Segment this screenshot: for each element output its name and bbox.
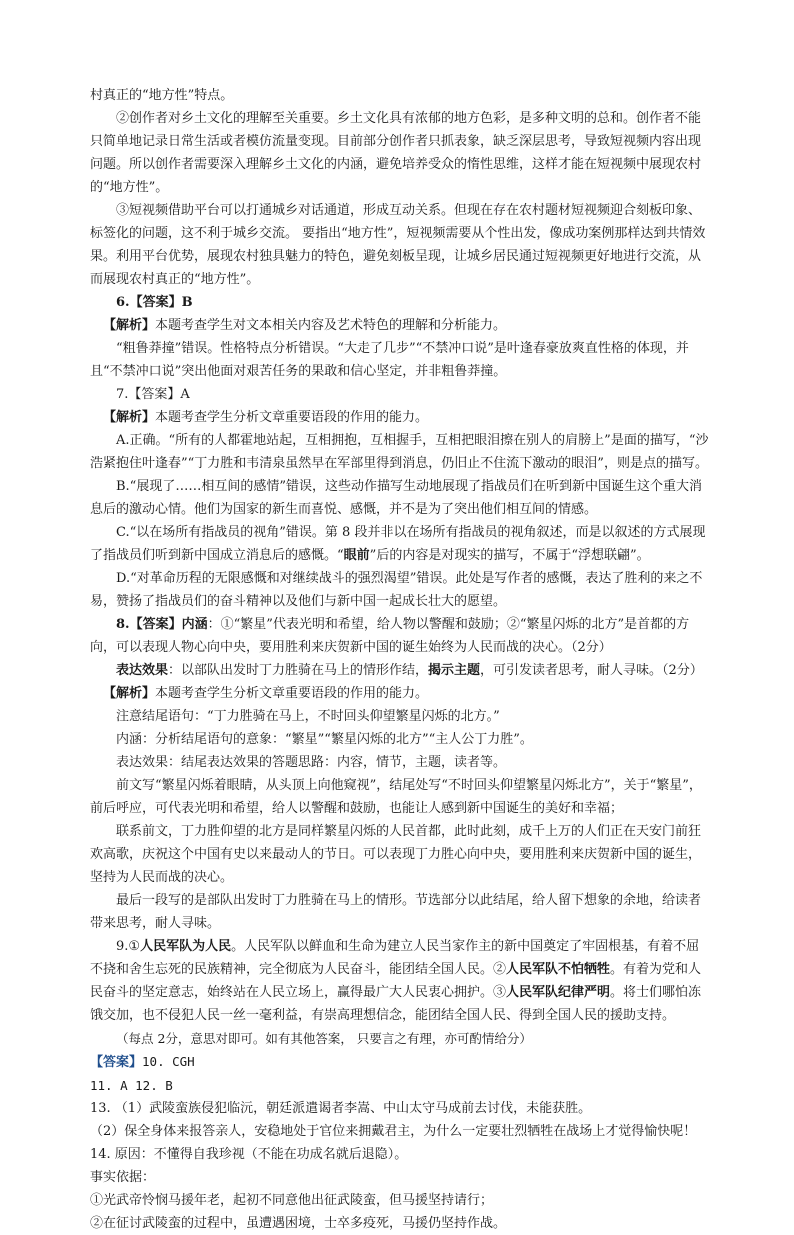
bold-run: 人民军队纪律严明 xyxy=(506,985,611,1000)
paragraph-point-3: ③短视频借助平台可以打通城乡对话通道，形成互动关系。但现在存在农村题材短视频迎合刻板印象、标签化的问题，这不利于城乡交流。 要指出“地方性”，短视频需要从个性出发，像成功案例那样达到共情效果。利用平台优势，展现农村独具魅力的特色，避免刻板呈现，让城乡居民通过短视频更好地进行交流，从而展现农村真正的“地方性”。 xyxy=(90,203,706,287)
bold-run: 人民军队为人民 xyxy=(140,939,232,954)
q6-answer: 6.【答案】B xyxy=(116,295,193,310)
analysis-text: 本题考查学生对文本相关内容及艺术特色的理解和分析能力。 xyxy=(155,318,507,333)
q7-option-c xyxy=(90,521,712,567)
analysis-label: 【解析】 xyxy=(103,686,156,701)
analysis-text: 本题考查学生分析文章重要语段的作用的能力。 xyxy=(155,410,429,425)
q8-effect xyxy=(90,659,712,682)
q9-score-note: （每点 2分，意思对即可。如有其他答案， 只要言之有理，亦可酌情给分） xyxy=(116,1031,532,1046)
analysis-label: 【解析】 xyxy=(103,318,156,333)
neihan-text: ：①“繁星”代表光明和希望，给人物以警醒和鼓励；②“繁星闪烁的北方”是首都的方向，可以表现人物心向中央，要用胜利来庆贺新中国的诞生始终为人民而战的决心。（2分） xyxy=(90,617,690,655)
q14-evidence-2: ②在征讨武陵蛮的过程中，虽遭遇困境，士卒多疫死，马援仍坚持作战。 xyxy=(90,1216,507,1231)
q14-evidence-1: ①光武帝怜悯马援年老，起初不同意他出征武陵蛮，但马援坚持请行； xyxy=(90,1193,494,1208)
neihan-label: 内涵 xyxy=(181,617,208,632)
q10-answer xyxy=(90,1050,712,1074)
q13-part-1: 13. （1）武陵蛮族侵犯临沅，朝廷派遣谒者李嵩、中山太守马成前去讨伐，未能获胜。 xyxy=(90,1101,592,1116)
text-run: ”后的内容是对现实的描写，不属于“浮想联翩”。 xyxy=(369,548,650,563)
text-run: 。有着为党和人民奋斗的坚定意志，始终站在人民立场上，赢得最广大人民衷心拥护。③ xyxy=(90,962,702,1000)
effect-label: 表达效果 xyxy=(116,663,169,678)
q14-evidence-label: 事实依据： xyxy=(90,1170,156,1185)
bold-run: 揭示主题 xyxy=(428,663,481,678)
q8-analysis xyxy=(90,682,712,705)
q14-reason: 14. 原因：不懂得自我珍视（不能在功成名就后退隐）。 xyxy=(90,1147,408,1162)
q8-paragraph-3: 最后一段写的是部队出发时丁力胜骑在马上的情形。节选部分以此结尾，给人留下想象的余地，给读者带来思考，耐人寻味。 xyxy=(90,893,702,931)
text-run: ，可引发读者思考，耐人寻味。（2分） xyxy=(480,663,703,678)
text-line: 村真正的“地方性”特点。 xyxy=(90,88,234,103)
q8-note-2: 内涵：分析结尾语句的意象：“繁星”“繁星闪烁的北方”“主人公丁力胜”。 xyxy=(116,732,533,747)
q13-part-2: （2）保全身体来报答亲人，安稳地处于官位来拥戴君主，为什么一定要壮烈牺牲在战场上才觉得愉快呢！ xyxy=(90,1124,697,1139)
paragraph-point-2: ②创作者对乡土文化的理解至关重要。乡土文化具有浓郁的地方色彩，是多种文明的总和。创作者不能只简单地记录日常生活或者模仿流量变现。目前部分创作者只抓表象，缺乏深层思考，导致短视频内容出现问题。所以创作者需要深入理解乡土文化的内涵，避免培养受众的惰性思维，这样才能在短视频中展现农村的“地方性”。 xyxy=(90,111,702,195)
text-run: 。将士们哪怕冻饿交加，也不侵犯人民一丝一毫利益，有崇高理想信念，能团结全国人民、得到全国人民的援助支持。 xyxy=(90,985,702,1023)
text-run: C.“以在场所有指战员的视角”错误。第 8 段并非以在场所有指战员的视角叙述，而是以叙述的方式展现了指战员们听到新中国成立消息后的感慨。“ xyxy=(90,525,706,563)
q7-option-a: A.正确。“所有的人都霍地站起，互相拥抱，互相握手，互相把眼泪擦在别人的肩膀上”是面的描写，“沙浩紧抱住叶逢春”“丁力胜和韦清泉虽然早在军部里得到消息，仍旧止不住流下激动的眼泪”，则是点的描写。 xyxy=(90,433,709,471)
bold-run: 人民军队不怕牺牲 xyxy=(506,962,611,977)
q10-text: 10. CGH xyxy=(142,1054,195,1069)
q8-note-3: 表达效果：结尾表达效果的答题思路：内容，情节，主题，读者等。 xyxy=(116,755,507,770)
analysis-label: 【解析】 xyxy=(103,410,156,425)
q7-option-b: B.“展现了……相互间的感情”错误，这些动作描写生动地展现了指战员们在听到新中国诞生这个重大消息后的激动心情。他们为国家的新生而喜悦、感慨，并不是为了突出他们相互间的情感。 xyxy=(90,479,702,517)
q8-paragraph-2: 联系前文，丁力胜仰望的北方是同样繁星闪烁的人民首都，此时此刻，成千上万的人们正在天安门前狂欢高歌，庆祝这个中国有史以来最动人的节日。可以表现丁力胜心向中央，要用胜利来庆贺新中国的诞生，坚持为人民而战的决心。 xyxy=(90,824,702,885)
q8-answer xyxy=(90,613,712,659)
bold-run: 眼前 xyxy=(343,548,370,563)
text-run: 9.① xyxy=(116,939,141,954)
q7-answer: 7.【答案】A xyxy=(116,387,190,402)
q7-analysis xyxy=(90,406,712,429)
q11-12-answer: 11. A 12. B xyxy=(90,1078,173,1093)
q7-option-d: D.“对革命历程的无限感慨和对继续战斗的强烈渴望”错误。此处是写作者的感慨，表达了胜利的来之不易，赞扬了指战员们的奋斗精神以及他们与新中国一起成长壮大的愿望。 xyxy=(90,571,703,609)
q8-paragraph-1: 前文写“繁星闪烁着眼睛，从头顶上向他窥视”，结尾处写“不时回头仰望繁星闪烁北方”，关于“繁星”，前后呼应，可代表光明和希望，给人以警醒和鼓励，也能让人感到新中国诞生的美好和幸福； xyxy=(90,778,702,816)
q9-answer xyxy=(90,935,712,1027)
q6-detail: “粗鲁莽撞”错误。性格特点分析错误。“大走了几步”“不禁冲口说”是叶逢春豪放爽直性格的体现，并且“不禁冲口说”突出他面对艰苦任务的果敢和信心坚定，并非粗鲁莽撞。 xyxy=(90,341,689,379)
text-run: ：以部队出发时丁力胜骑在马上的情形作结， xyxy=(168,663,429,678)
analysis-text: 本题考查学生分析文章重要语段的作用的能力。 xyxy=(155,686,429,701)
text-run: 。人民军队以鲜血和生命为建立人民当家作主的新中国奠定了牢固根基，有着不屈不挠和舍生忘死的民族精神，完全彻底为人民奋斗，能团结全国人民。② xyxy=(90,939,700,977)
answer-label: 【答案】 xyxy=(90,1055,143,1070)
answer-document xyxy=(90,84,712,1235)
answer-label: 8.【答案】 xyxy=(116,617,182,632)
q6-analysis xyxy=(90,314,712,337)
q8-note-1: 注意结尾语句：“丁力胜骑在马上，不时回头仰望繁星闪烁的北方。” xyxy=(116,709,500,724)
